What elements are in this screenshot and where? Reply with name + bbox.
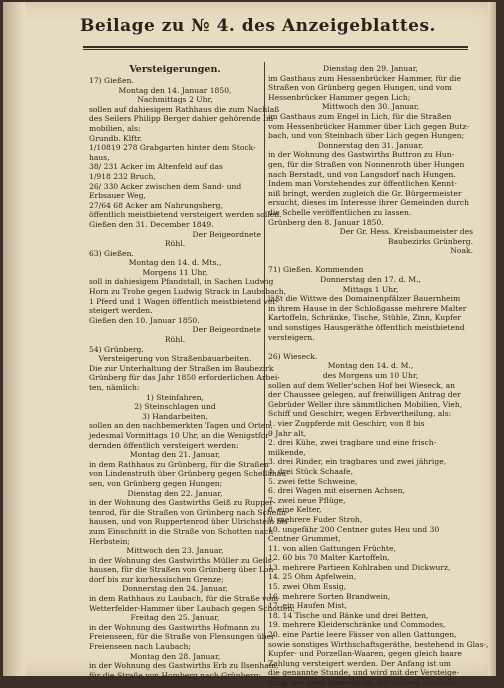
text-line: zum Einschnitt in die Straße von Schotten nach bbox=[89, 526, 274, 536]
text-line: 17) Gießen. bbox=[89, 76, 134, 85]
text-line: 8. eine Kelter, bbox=[268, 505, 322, 515]
text-line: steigert werden. bbox=[89, 306, 153, 316]
text-line: im Gasthaus zum Engel in Lich, für die Straßen bbox=[268, 111, 452, 121]
text-line: Donnerstag den 24. Januar, bbox=[122, 584, 228, 594]
text-line: Rühl. bbox=[164, 335, 186, 345]
text-line: 6. drei Wagen mit eisernen Achsen, bbox=[268, 486, 405, 496]
text-line: Erbsauer Weg, bbox=[89, 191, 146, 201]
page-edge bbox=[488, 2, 496, 676]
text-line: 7. zwei neue Pflüge, bbox=[268, 495, 346, 505]
text-line: Gießen den 31. December 1849. bbox=[89, 219, 214, 229]
text-line: 17. ein Haufen Mist, bbox=[268, 601, 347, 611]
text-line: Baubezirks Grünberg. bbox=[387, 236, 473, 246]
text-line: sen, von Grünberg gegen Hungen; bbox=[89, 478, 223, 488]
text-line: 1 Pferd und 1 Wagen öffentlich meistbietend ver- bbox=[89, 296, 279, 306]
text-line: in der Wohnung des Gastwirths Müller zu Geils- bbox=[89, 555, 275, 565]
text-line: 9 Jahr alt, bbox=[268, 428, 307, 438]
text-line: Straßen von Grünberg gegen Hungen, und vom bbox=[268, 83, 452, 93]
text-line: Schiff und Geschirr, wegen Erbvertheilung, als: bbox=[268, 409, 452, 419]
text-line: von Lindenstruth über Grünberg gegen Schellahau- bbox=[89, 469, 289, 479]
text-line: Kupfer- und Porzellan-Waaren, gegen gleich baare bbox=[268, 649, 463, 659]
text-line: versteigern. bbox=[268, 332, 315, 342]
text-line: Dienstag den 22. Januar, bbox=[127, 488, 223, 498]
text-line: Montag den 14. Januar 1850, bbox=[118, 85, 232, 95]
text-line: 13. mehrere Partieen Kohlraben und Dickwurz, bbox=[268, 562, 451, 572]
text-line: in der Wohnung des Gastwirths Hofmann zu bbox=[89, 622, 260, 632]
text-line: 15. zwei Ohm Essig, bbox=[268, 582, 347, 592]
text-line: 2. drei Kühe, zwei tragbare und eine frisch- bbox=[268, 438, 437, 448]
text-line: öffentlich meistbietend versteigert werden sollen. bbox=[89, 210, 282, 220]
text-line: ten, nämlich: bbox=[89, 383, 140, 392]
text-line: niß bringt, werden zugleich die Gr. Bürgermeister bbox=[268, 188, 462, 198]
text-line: 18. 14 Tische und Bänke und drei Betten, bbox=[268, 610, 429, 620]
text-line: dernden öffentlich versteigert werden: bbox=[89, 440, 239, 450]
text-line: Die zur Unterhaltung der Straßen im Baubezirk bbox=[89, 363, 274, 373]
text-line: 14. 25 Ohm Apfelwein, bbox=[268, 572, 357, 582]
text-line: Gießen den 10. Januar 1850. bbox=[89, 315, 200, 325]
text-line: 1) Steinfahren, bbox=[146, 392, 204, 402]
text-line: sollen auf dem Weller'schen Hof bei Wieseck, an bbox=[268, 380, 456, 390]
text-line: Mittwoch den 23. Januar, bbox=[126, 546, 224, 556]
text-line: 12. 60 bis 70 Malter Kartoffeln, bbox=[268, 553, 390, 563]
text-line: Centner Grummet, bbox=[268, 534, 341, 544]
text-line: Versteigerungen. bbox=[129, 64, 221, 75]
text-line: 2) Steinschlagen und bbox=[134, 402, 216, 412]
text-line: 10. ungefähr 200 Centner gutes Heu und 30 bbox=[268, 524, 440, 534]
text-line: hausen, und von Ruppertenrod über Ulrichstein bis bbox=[89, 517, 288, 527]
text-line: die genannte Stunde, und wird mit der Versteige- bbox=[268, 668, 460, 678]
text-line: 1. vier Zugpferde mit Geschirr, von 8 bis bbox=[268, 418, 425, 428]
text-line: in der Wohnung des Gastwirths Geiß zu Rupper- bbox=[89, 498, 276, 508]
text-line: 63) Gießen. bbox=[89, 248, 134, 258]
binding-spine bbox=[3, 2, 25, 676]
text-line: 27/64 68 Acker am Nahrungsberg, bbox=[89, 200, 223, 210]
text-line: soll in dahiesigem Pfandstall, in Sachen Ludwig bbox=[89, 277, 274, 287]
text-line: Gebrüder Weller ihre sämmtlichen Mobilien, Vieh, bbox=[268, 399, 463, 409]
text-line: 4. drei Stück Schaafe, bbox=[268, 466, 354, 476]
text-line: für die Straße von Homberg nach Grünberg; bbox=[89, 670, 262, 680]
text-line: Rühl. bbox=[164, 239, 186, 249]
text-line: 9. mehrere Fuder Stroh, bbox=[268, 514, 363, 524]
text-line: Mittwoch den 30. Januar, bbox=[321, 102, 420, 112]
text-line: sollen an den nachbemerkten Tagen und Orten, bbox=[89, 421, 273, 431]
text-line: Freitag den 25. Januar, bbox=[130, 613, 220, 623]
text-line: Morgens 11 Uhr, bbox=[142, 267, 208, 277]
text-line: Der Beigeordnete bbox=[192, 325, 261, 335]
text-line: Montag den 21. Januar, bbox=[129, 450, 221, 460]
text-line: rung, wie oben bemerkt ist, der Anfang gemacht. bbox=[268, 678, 459, 687]
text-line: die Schelle veröffentlichen zu lassen. bbox=[268, 207, 412, 217]
text-line: Montag den 14. d. M., bbox=[327, 361, 414, 371]
right-column bbox=[268, 64, 489, 688]
text-line: 26/ 330 Acker zwischen dem Sand- und bbox=[89, 181, 242, 191]
text-line: sowie sonstiges Wirthschaftsgeräthe, bestehend in Glas-, bbox=[268, 639, 489, 649]
text-line: mobilien, als: bbox=[89, 123, 141, 133]
text-line: in der Wohnung des Gastwirths Erb zu Ilsenhain, bbox=[89, 661, 279, 671]
text-line: im Gasthaus zum Hessenbrücker Hammer, für die bbox=[268, 73, 461, 83]
text-line: Herbstein; bbox=[89, 536, 130, 546]
text-line bbox=[268, 256, 473, 266]
text-line: Wetterfelder-Hammer über Laubach gegen Schotten; bbox=[89, 603, 295, 613]
text-line: Nachmittags 2 Uhr, bbox=[137, 95, 213, 105]
text-line: Freienseen, für die Straße von Flensungen über bbox=[89, 632, 275, 642]
text-line: des Morgens um 10 Uhr, bbox=[322, 371, 419, 380]
text-line: und sonstiges Hausgeräthe öffentlich meistbietend bbox=[268, 323, 465, 333]
page-title: Beilage zu № 4. des Anzeigeblattes. bbox=[80, 16, 436, 36]
text-line: Grünberg für das Jahr 1850 erforderlichen Arbei- bbox=[89, 373, 280, 383]
text-line: Dienstag den 29. Januar, bbox=[323, 64, 418, 73]
text-line: haus, bbox=[89, 152, 110, 162]
text-line: in der Wohnung des Gastwirths Buttron zu Hun- bbox=[268, 150, 455, 160]
text-line: 38/ 231 Acker im Altenfeld auf das bbox=[89, 162, 223, 172]
text-line: Indem man Vorstehendes zur öffentlichen Kennt- bbox=[268, 179, 457, 189]
text-line: milkende, bbox=[268, 447, 306, 457]
text-line: 71) Gießen. Kommenden bbox=[268, 265, 364, 275]
text-line: der Chaussee gelegen, auf freiwilligen Antrag der bbox=[268, 390, 461, 400]
text-line: läßt die Wittwe des Domainenpfälzer Bauernheim bbox=[268, 294, 461, 304]
text-line: vom Hessenbrücker Hammer über Lich gegen Butz- bbox=[268, 121, 470, 131]
text-line bbox=[268, 342, 473, 352]
text-line: Grünberg den 8. Januar 1850. bbox=[268, 217, 384, 227]
text-line: 19. mehrere Kleiderschränke und Commodes, bbox=[268, 620, 446, 630]
text-line: Montag den 28. Januar, bbox=[129, 651, 221, 661]
text-line: Grundb. Klftr. bbox=[89, 133, 143, 143]
text-line: Montag den 14. d. Mts., bbox=[128, 258, 222, 268]
text-line: in dem Rathhaus zu Grünberg, für die Straßen bbox=[89, 459, 269, 469]
text-line: bach, und von Steinbach über Lich gegen Hungen; bbox=[268, 131, 465, 141]
text-line: 1/10819 278 Grabgarten hinter dem Stock- bbox=[89, 143, 256, 153]
text-line: Donnerstag den 17. d. M., bbox=[320, 275, 421, 285]
text-line: Hessenbrücker Hammer gegen Lich; bbox=[268, 92, 411, 102]
text-line: 11. von allen Gattungen Früchte, bbox=[268, 543, 396, 553]
title-rule-thick bbox=[83, 46, 468, 48]
text-line: jedesmal Vormittags 10 Uhr, an die Wenigstfor- bbox=[89, 430, 272, 440]
text-line: 16. mehrere Sorten Brandwein, bbox=[268, 591, 391, 601]
text-line: Donnerstag den 31. Januar, bbox=[317, 140, 424, 150]
text-line: 26) Wieseck. bbox=[268, 351, 318, 361]
text-line: Zahlung versteigert werden. Der Anfang ist um bbox=[268, 658, 451, 668]
text-line: des Seilers Philipp Berger dahier gehörende Im- bbox=[89, 114, 276, 124]
text-line: 1/918 232 Bruch, bbox=[89, 171, 156, 181]
text-line: Kartoffeln, Schränke, Tische, Stühle, Zinn, Kupfer bbox=[268, 313, 461, 323]
text-line: Der Gr. Hess. Kreisbaumeister des bbox=[339, 227, 473, 237]
text-line: hausen, für die Straßen von Grünberg über Lon- bbox=[89, 565, 276, 575]
text-line: sollen auf dahiesigem Rathhaus die zum Nachlaß bbox=[89, 104, 280, 114]
text-line: in dem Rathhaus zu Laubach, für die Straße vom bbox=[89, 594, 279, 604]
text-line: gen, für die Straßen von Nonnenroth über Hungen bbox=[268, 159, 465, 169]
text-line: 54) Grünberg. bbox=[89, 344, 144, 354]
text-line: Freienseen nach Laubach; bbox=[89, 642, 191, 652]
text-line: Noak. bbox=[450, 246, 473, 256]
text-line: 20. eine Partie leere Fässer von allen Gattungen, bbox=[268, 630, 457, 640]
text-line: Horn zu Trohe gegen Ludwig Strack in Laubsbach, bbox=[89, 287, 287, 297]
text-line: nach Berstadt, und von Langsdorf nach Hungen. bbox=[268, 169, 456, 179]
text-line: Der Beigeordnete bbox=[192, 229, 261, 239]
title-rule-thin bbox=[83, 49, 468, 50]
text-line: tenrod, für die Straßen von Grünberg nach Schelln- bbox=[89, 507, 289, 517]
text-line: 3. drei Rinder, ein tragbares und zwei jährige, bbox=[268, 457, 447, 467]
text-line: 5. zwei fette Schweine, bbox=[268, 476, 358, 486]
text-line: 3) Handarbeiten, bbox=[142, 411, 208, 421]
newspaper-page bbox=[3, 2, 496, 687]
text-line: in ihrem Hause in der Schloßgasse mehrere Malter bbox=[268, 303, 467, 313]
text-line: Versteigerung von Straßenbauarbeiten. bbox=[98, 354, 252, 364]
text-line: Mittags 1 Uhr, bbox=[342, 284, 399, 294]
text-line: dorf bis zur kurhessischen Grenze; bbox=[89, 574, 224, 584]
text-line: ersucht, dieses im Interesse ihrer Gemeinden durch bbox=[268, 198, 469, 208]
